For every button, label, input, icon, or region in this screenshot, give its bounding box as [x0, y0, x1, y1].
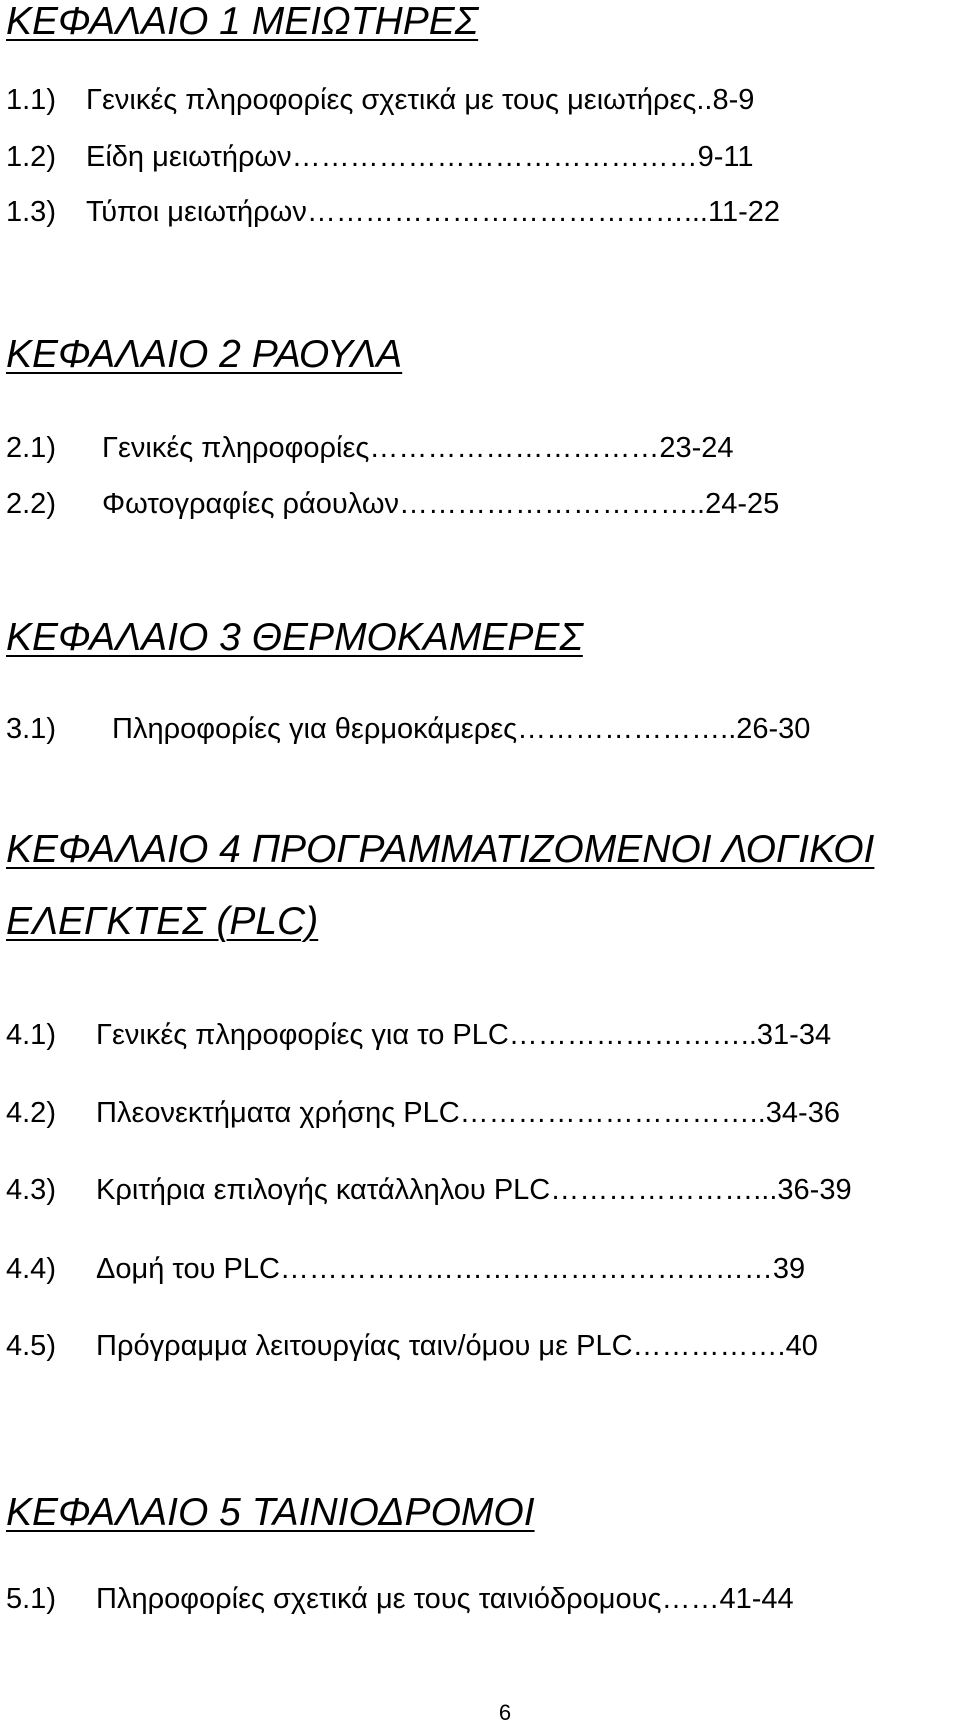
toc-entry-4-1: [6, 1021, 831, 1050]
toc-entry-number: 4.2): [6, 1097, 56, 1129]
toc-entry-1-3: [6, 198, 780, 227]
toc-entry-text: Φωτογραφίες ράουλων…………………………..24-25: [102, 488, 780, 520]
toc-entry-5-1: [6, 1585, 794, 1614]
toc-entry-4-3: [6, 1176, 852, 1205]
toc-entry-text: Κριτήρια επιλογής κατάλληλου PLC…………………...36-39: [96, 1174, 852, 1206]
toc-entry-text: Πληροφορίες σχετικά με τους ταινιόδρομους……41-44: [96, 1583, 794, 1615]
toc-entry-number: 1.1): [6, 84, 56, 116]
chapter-4-heading: ΚΕΦΑΛΑΙΟ 4 ΠΡΟΓΡΑΜΜΑΤΙΖΟΜΕΝΟΙ ΛΟΓΙΚΟΙ ΕΛΕΓΚΤΕΣ (PLC): [6, 828, 875, 943]
toc-entry-text: Πληροφορίες για θερμοκάμερες…………………..26-30: [112, 713, 811, 745]
toc-entry-number: 4.5): [6, 1330, 56, 1362]
page-number: 6: [498, 1700, 512, 1725]
toc-entry-number: 5.1): [6, 1583, 56, 1615]
toc-entry-number: 1.2): [6, 141, 56, 173]
toc-entry-number: 3.1): [6, 713, 56, 745]
toc-entry-number: 4.4): [6, 1253, 56, 1285]
toc-entry-number: 2.2): [6, 488, 56, 520]
toc-entry-3-1: [6, 715, 810, 744]
toc-entry-4-2: [6, 1099, 840, 1128]
toc-entry-text: Γενικές πληροφορίες για το PLC……………………..31-34: [96, 1019, 832, 1051]
toc-entry-text: Γενικές πληροφορίες σχετικά με τους μειωτήρες..8-9: [86, 84, 755, 116]
toc-entry-2-2: [6, 490, 779, 519]
toc-entry-number: 1.3): [6, 196, 56, 228]
toc-entry-text: Γενικές πληροφορίες…………………………23-24: [102, 432, 734, 464]
toc-entry-2-1: [6, 434, 734, 463]
chapter-3-heading: ΚΕΦΑΛΑΙΟ 3 ΘΕΡΜΟΚΑΜΕΡΕΣ: [6, 616, 583, 659]
chapter-2-heading: ΚΕΦΑΛΑΙΟ 2 ΡΑΟΥΛΑ: [6, 333, 403, 376]
toc-entry-4-5: [6, 1332, 818, 1361]
toc-entry-number: 2.1): [6, 432, 56, 464]
chapter-5-heading: ΚΕΦΑΛΑΙΟ 5 ΤΑΙΝΙΟΔΡΟΜΟΙ: [6, 1491, 535, 1534]
toc-entry-text: Πρόγραμμα λειτουργίας ταιν/όμου με PLC…………….40: [96, 1330, 818, 1362]
toc-entry-text: Είδη μειωτήρων……………………………………9-11: [86, 141, 754, 173]
toc-entry-4-4: [6, 1255, 805, 1284]
toc-entry-text: Τύποι μειωτήρων…………………………………...11-22: [86, 196, 781, 228]
toc-entry-1-1: [6, 86, 754, 115]
toc-entry-number: 4.1): [6, 1019, 56, 1051]
toc-entry-text: Δομή του PLC……………………………………………39: [96, 1253, 806, 1285]
toc-entry-1-2: [6, 143, 754, 172]
toc-entry-number: 4.3): [6, 1174, 56, 1206]
chapter-1-heading: ΚΕΦΑΛΑΙΟ 1 ΜΕΙΩΤΗΡΕΣ: [6, 0, 479, 43]
toc-entry-text: Πλεονεκτήματα χρήσης PLC…………………………..34-36: [96, 1097, 840, 1129]
